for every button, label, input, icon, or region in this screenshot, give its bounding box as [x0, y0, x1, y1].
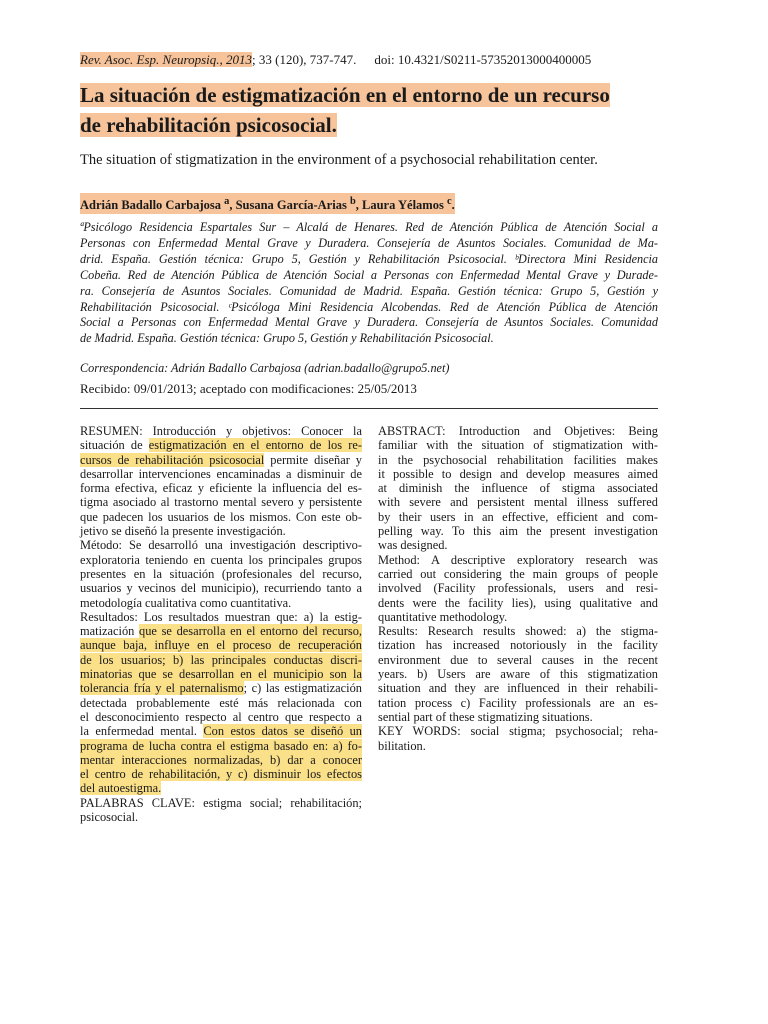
highlighted-text: tolerancia fría y el paternalismo	[80, 681, 244, 696]
author-1-sup: a	[224, 196, 230, 207]
abstract-line: presentes en la situación (profesionales del recurso,	[80, 566, 362, 581]
author-2: Susana García-Arias	[235, 198, 347, 213]
abstract-line: pelling way. To this aim the present investigation	[378, 524, 658, 539]
affiliations	[80, 220, 658, 347]
journal-name: Rev. Asoc. Esp. Neuropsiq., 2013	[80, 52, 252, 67]
resumen-column	[80, 424, 362, 824]
highlighted-text: mentar interacciones normalizadas, b) dar a conocer	[80, 752, 362, 767]
abstract-line: detectada probablemente esté más relacionada con	[80, 695, 362, 710]
author-1: Adrián Badallo Carbajosa	[80, 198, 221, 213]
abstract-line: carried out considering the main groups of people	[378, 566, 658, 581]
abstract-line: Results: Research results showed: a) the stigma-	[378, 624, 658, 639]
abstract-line	[80, 638, 362, 652]
abstract-line: Method: A descriptive exploratory research was	[378, 552, 658, 567]
abstract-line: matización que se desarrolla en el entorno del recurso,	[80, 624, 362, 639]
abstract-line: in the psychosocial rehabilitation facilities makes	[378, 452, 658, 467]
abstract-line: cursos de rehabilitación psicosocial permite diseñar y	[80, 452, 362, 467]
highlighted-text: minatorias que se desarrollan en el municipio son la	[80, 667, 362, 682]
doi: doi: 10.4321/S0211-57352013000400005	[374, 52, 592, 67]
abstract-line: at diminish the influence of stigma associated	[378, 481, 658, 496]
affiliation-line: Cobeña. Red de Atención Pública de Atención Social a Personas con Enfermedad Mental Grave y Durade-	[80, 267, 658, 282]
abstract-line: dents were the facility lies), using qualitative and	[378, 595, 658, 610]
abstract-line: it possible to design and develop measures aimed	[378, 466, 658, 481]
divider	[80, 408, 658, 409]
abstract-line: involved (Facility professionals, users and resi-	[378, 581, 658, 596]
volume-pages: ; 33 (120), 737-747.	[252, 52, 357, 67]
abstract-line: el desconocimiento respecto al centro que respecto a	[80, 709, 362, 724]
highlighted-text: de los usuarios; b) las principales conductas discri-	[80, 652, 362, 667]
highlighted-text: cursos de rehabilitación psicosocial	[80, 452, 265, 467]
abstract-line: metodología cualitativa como cuantitativa.	[80, 595, 292, 610]
journal-citation-line	[80, 51, 680, 69]
abstract-line: PALABRAS CLAVE: estigma social; rehabilitación;	[80, 795, 362, 810]
highlighted-text: programa de lucha contra el estigma basado en: a) fo-	[80, 738, 362, 753]
abstract-line	[80, 781, 362, 795]
affiliation-line: Social a Personas con Enfermedad Mental Grave y Duradera. Consejería de Asuntos Sociales. Comunidad	[80, 315, 658, 330]
abstract-line: psicosocial.	[80, 810, 139, 825]
author-2-sup: b	[349, 196, 356, 207]
author-3: Laura Yélamos	[362, 198, 444, 213]
abstract-line	[80, 767, 362, 781]
highlighted-text: estigmatización en el entorno de los re-	[148, 438, 362, 453]
abstract-line: situation and they are influenced in their rehabili-	[378, 681, 658, 696]
received-dates: Recibido: 09/01/2013; aceptado con modificaciones: 25/05/2013	[80, 381, 417, 396]
abstract-line: exploratoria teniendo en cuenta los principales grupos	[80, 552, 362, 567]
title-line-2: de rehabilitación psicosocial.	[80, 113, 337, 137]
abstract-line: ABSTRACT: Introduction and Objetives: Being	[378, 424, 658, 438]
abstract-line: tization has increased notoriously in the facility	[378, 638, 658, 653]
article-title	[80, 80, 655, 140]
affiliation-line: Personas con Enfermedad Mental Grave y Duradera. Consejería de Asuntos Sociales. Comunidad de Ma-	[80, 235, 658, 250]
affiliation-line: Rehabilitación Psicosocial. ᶜPsicóloga Mini Residencia Alcobendas. Red de Atención Pública de Atención	[80, 299, 658, 314]
highlighted-text: del autoestigma.	[80, 781, 162, 796]
abstract-line	[80, 753, 362, 767]
abstract-line: Método: Se desarrolló una investigación descriptivo-	[80, 538, 362, 553]
abstract-line: que padecen los usuarios de los mismos. Con este ob-	[80, 509, 362, 524]
abstract-line: forma efectiva, eficaz y eficiente la influencia del es-	[80, 481, 362, 496]
affiliation-line: drid. España. Gestión técnica: Grupo 5, Gestión y Rehabilitación Psicosocial. ᵇDirectora Mini Residencia	[80, 251, 658, 266]
affiliation-line: ra. Consejería de Asuntos Sociales. Comunidad de Madrid. España. Gestión técnica: Grupo 5, Gestión y	[80, 283, 658, 298]
abstract-line: sential part of these stigmatizing situations.	[378, 709, 593, 724]
affiliation-line: ªPsicólogo Residencia Espartales Sur – Alcalá de Henares. Red de Atención Pública de Atención Social a	[80, 220, 658, 234]
abstract-column	[378, 424, 658, 753]
abstract-line: la enfermedad mental. Con estos datos se diseñó un	[80, 724, 362, 739]
abstract-line: usuarios y vecinos del municipio), recurriendo tanto a	[80, 581, 362, 596]
abstract-line	[80, 739, 362, 753]
abstract-line: by their users in an effective, efficient and com-	[378, 509, 658, 524]
abstract-line: bilitation.	[378, 738, 426, 753]
abstract-line: desarrollar intervenciones encaminadas a disminuir de	[80, 466, 362, 481]
abstract-line: tolerancia fría y el paternalismo; c) las estigmatización	[80, 681, 362, 696]
english-title: The situation of stigmatization in the environment of a psychosocial rehabilitation center.	[80, 152, 598, 168]
abstract-line	[80, 667, 362, 681]
abstract-line: environment due to several causes in the recent	[378, 652, 658, 667]
author-list: Adrián Badallo Carbajosa $^a$, Susana García-Arias $^b$, Laura Yélamos $^c$.	[80, 193, 455, 214]
highlighted-text: el centro de rehabilitación, y c) disminuir los efectos	[80, 767, 362, 782]
correspondence: Correspondencia: Adrián Badallo Carbajosa (adrian.badallo@grupo5.net)	[80, 361, 450, 375]
affiliation-line: de Madrid. España. Gestión técnica: Grupo 5, Gestión y Rehabilitación Psicosocial.	[80, 331, 494, 346]
highlighted-text: que se desarrolla en el entorno del recurso,	[139, 624, 362, 639]
abstract-line: tigma asociado al trastorno mental severo y persistente	[80, 495, 362, 510]
abstract-line: with severe and persistent mental illness suffered	[378, 495, 658, 510]
abstract-line: years. b) Users are aware of this stigmatization	[378, 667, 658, 682]
abstract-line: jetivo se diseñó la presente investigación.	[80, 524, 286, 539]
abstract-line: quantitative methodology.	[378, 609, 508, 624]
abstract-line: was designed.	[378, 538, 448, 553]
abstract-line: familiar with the situation of stigmatization with-	[378, 438, 658, 453]
abstract-line: RESUMEN: Introducción y objetivos: Conocer la	[80, 424, 362, 438]
highlighted-text: Con estos datos se diseñó un	[203, 724, 362, 739]
abstract-line: Resultados: Los resultados muestran que: a) la estig-	[80, 609, 362, 624]
highlighted-text: aunque baja, influye en el proceso de recuperación	[80, 638, 362, 653]
abstract-line	[80, 653, 362, 667]
author-3-sup: c	[446, 196, 452, 207]
abstract-line: KEY WORDS: social stigma; psychosocial; reha-	[378, 724, 658, 739]
title-line-1: La situación de estigmatización en el entorno de un recurso	[80, 83, 610, 107]
abstract-line: situación de estigmatización en el entorno de los re-	[80, 438, 362, 453]
abstract-line: tation process c) Facility professionals are an es-	[378, 695, 658, 710]
